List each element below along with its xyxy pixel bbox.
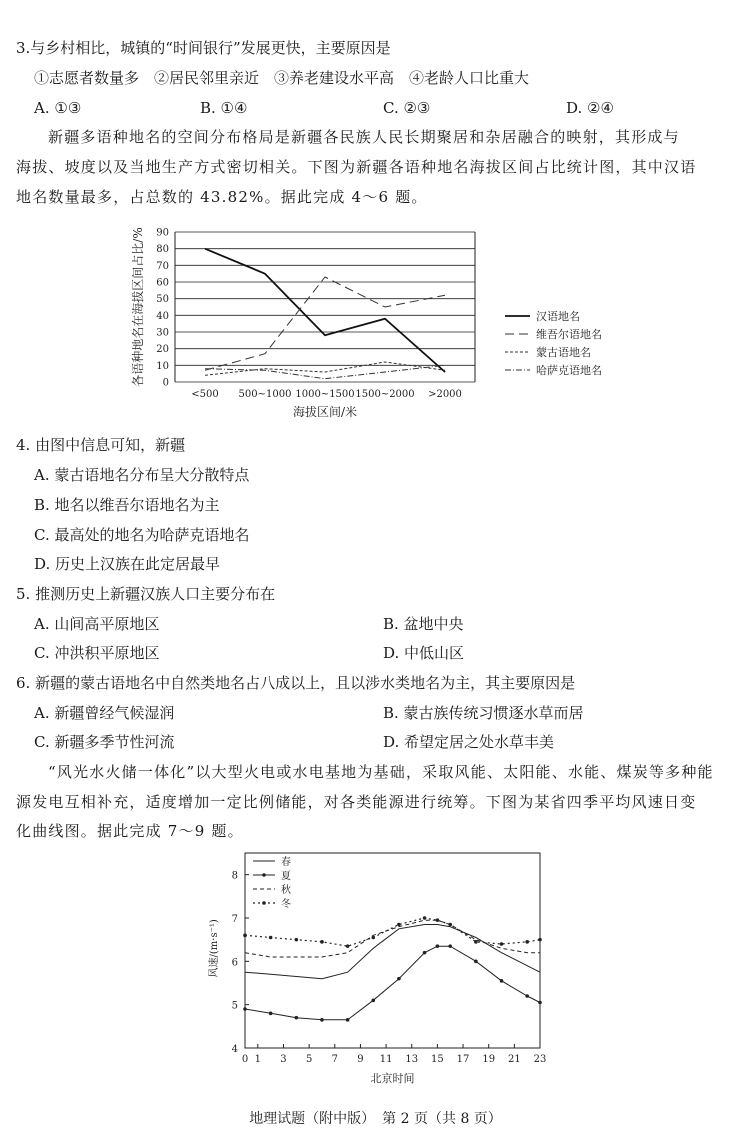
q3-items: ①志愿者数量多 ②居民邻里亲近 ③养老建设水平高 ④老龄人口比重大 [34, 69, 530, 87]
series-point [423, 951, 427, 955]
x-tick-label: 500~1000 [238, 389, 292, 400]
series-point [500, 942, 504, 946]
q6-option-a: A. 新疆曾经气候湿润 [34, 704, 175, 722]
q4-option-b: B. 地名以维吾尔语地名为主 [34, 496, 220, 514]
y-tick-label: 4 [231, 1044, 238, 1055]
x-tick-label: 1000~1500 [295, 389, 355, 400]
q3-option-a: A. ①③ [34, 99, 82, 117]
y-tick-label: 60 [156, 277, 169, 289]
legend-label: 维吾尔语地名 [536, 328, 602, 341]
x-tick-label: 5 [305, 1054, 313, 1065]
series-point [269, 936, 273, 940]
wind-speed-chart [195, 845, 565, 1095]
series-point [500, 979, 504, 983]
q3-option-c: C. ②③ [383, 99, 431, 117]
y-tick-label: 8 [231, 870, 238, 882]
legend-label: 春 [281, 857, 291, 868]
y-tick-label: 10 [156, 360, 169, 372]
series-point [436, 944, 440, 948]
q6-option-c: C. 新疆多季节性河流 [34, 733, 175, 751]
passage1-line-3: 地名数量最多，占总数的 43.82%。据此完成 4～6 题。 [16, 188, 428, 206]
y-tick-label: 20 [156, 344, 169, 356]
x-axis-title: 北京时间 [370, 1072, 415, 1085]
series-line [245, 925, 540, 979]
x-tick-label: 0 [241, 1054, 249, 1065]
series-point [371, 936, 375, 940]
y-tick-label: 6 [231, 957, 238, 969]
series-point [295, 938, 299, 942]
y-tick-label: 40 [156, 310, 169, 322]
x-tick-label: 19 [482, 1054, 496, 1065]
x-tick-label: <500 [191, 389, 219, 400]
series-point [525, 940, 529, 944]
x-tick-label: 17 [456, 1054, 470, 1065]
q6-stem: 6. 新疆的蒙古语地名中自然类地名占八成以上，且以涉水类地名为主，其主要原因是 [16, 674, 576, 692]
series-point [243, 1007, 247, 1011]
series-line [245, 920, 540, 957]
y-tick-label: 90 [156, 227, 169, 239]
legend-label: 蒙古语地名 [536, 346, 591, 359]
q3-option-d: D. ②④ [566, 99, 614, 117]
q5-option-b: B. 盆地中央 [383, 615, 464, 633]
legend-label: 冬 [281, 899, 291, 910]
q6-option-b: B. 蒙古族传统习惯逐水草而居 [383, 704, 584, 722]
series-line [245, 918, 540, 946]
x-tick-label: 7 [331, 1054, 338, 1065]
x-tick-label: 11 [379, 1054, 393, 1065]
y-axis-title: 风速/(m·s⁻¹) [209, 919, 220, 978]
series-line [205, 277, 445, 370]
y-tick-label: 70 [156, 260, 169, 272]
x-tick-label: 23 [533, 1054, 547, 1065]
page-footer: 地理试题（附中版） 第 2 页（共 8 页） [249, 1111, 502, 1127]
y-axis-title: 各语种地名在海拔区间占比/% [131, 227, 145, 387]
series-point [525, 994, 529, 998]
x-tick-label: 1500~2000 [355, 389, 415, 400]
q4-option-d: D. 历史上汉族在此定居最早 [34, 555, 221, 573]
series-point [346, 944, 350, 948]
x-tick-label: 9 [357, 1054, 364, 1065]
x-tick-label: 1 [254, 1054, 262, 1065]
y-tick-label: 80 [156, 244, 169, 256]
q6-option-d: D. 希望定居之处水草丰美 [383, 733, 555, 751]
q4-stem: 4. 由图中信息可知，新疆 [16, 436, 186, 454]
altitude-placename-chart [120, 220, 640, 430]
series-point [538, 938, 542, 942]
series-point [436, 918, 440, 922]
x-tick-label: >2000 [428, 389, 462, 400]
series-line [205, 249, 445, 372]
series-point [371, 999, 375, 1003]
x-tick-label: 15 [431, 1054, 444, 1065]
y-tick-label: 5 [231, 1000, 238, 1012]
y-tick-label: 7 [231, 914, 238, 925]
series-point [243, 934, 247, 938]
series-point [474, 960, 478, 964]
legend-label: 汉语地名 [536, 310, 580, 323]
series-point [448, 944, 452, 948]
legend-label: 秋 [281, 885, 291, 896]
q5-option-d: D. 中低山区 [383, 644, 465, 662]
passage2-line-2: 源发电互相补充，适度增加一定比例储能，对各类能源进行统筹。下图为某省四季平均风速日变 [16, 793, 697, 811]
passage2-line-1: “风光水火储一体化”以大型火电或水电基地为基础，采取风能、太阳能、水能、煤炭等多种能 [48, 763, 714, 781]
passage1-line-1: 新疆多语种地名的空间分布格局是新疆各民族人民长期聚居和杂居融合的映射，其形成与 [48, 128, 680, 146]
legend-marker [262, 873, 266, 877]
series-point [448, 923, 452, 927]
y-tick-label: 0 [162, 377, 169, 389]
series-point [346, 1018, 350, 1022]
q3-option-b: B. ①④ [200, 99, 248, 117]
x-tick-label: 3 [280, 1054, 287, 1065]
x-tick-label: 13 [405, 1054, 419, 1065]
series-point [397, 977, 401, 981]
series-point [320, 1018, 324, 1022]
series-point [538, 1001, 542, 1005]
x-axis-title: 海拔区间/米 [292, 405, 358, 419]
passage1-line-2: 海拔、坡度以及当地生产方式密切相关。下图为新疆各语种地名海拔区间占比统计图，其中汉语 [16, 158, 697, 176]
q5-stem: 5. 推测历史上新疆汉族人口主要分布在 [16, 585, 276, 603]
legend-label: 夏 [281, 871, 291, 882]
series-point [474, 940, 478, 944]
passage2-line-3: 化曲线图。据此完成 7～9 题。 [16, 822, 244, 840]
series-point [269, 1012, 273, 1016]
y-tick-label: 50 [156, 294, 169, 306]
legend-marker [262, 901, 266, 905]
q4-option-a: A. 蒙古语地名分布呈大分散特点 [34, 466, 250, 484]
y-tick-label: 30 [156, 327, 169, 339]
q5-option-a: A. 山间高平原地区 [34, 615, 160, 633]
series-point [320, 940, 324, 944]
q3-stem: 3.与乡村相比，城镇的“时间银行”发展更快，主要原因是 [16, 39, 391, 57]
q4-option-c: C. 最高处的地名为哈萨克语地名 [34, 526, 250, 544]
plot-frame [245, 853, 540, 1048]
series-line [205, 362, 445, 375]
series-point [423, 916, 427, 920]
legend-label: 哈萨克语地名 [536, 364, 602, 377]
q5-option-c: C. 冲洪积平原地区 [34, 644, 160, 662]
series-point [397, 923, 401, 927]
x-tick-label: 21 [507, 1054, 521, 1065]
series-point [295, 1016, 299, 1020]
